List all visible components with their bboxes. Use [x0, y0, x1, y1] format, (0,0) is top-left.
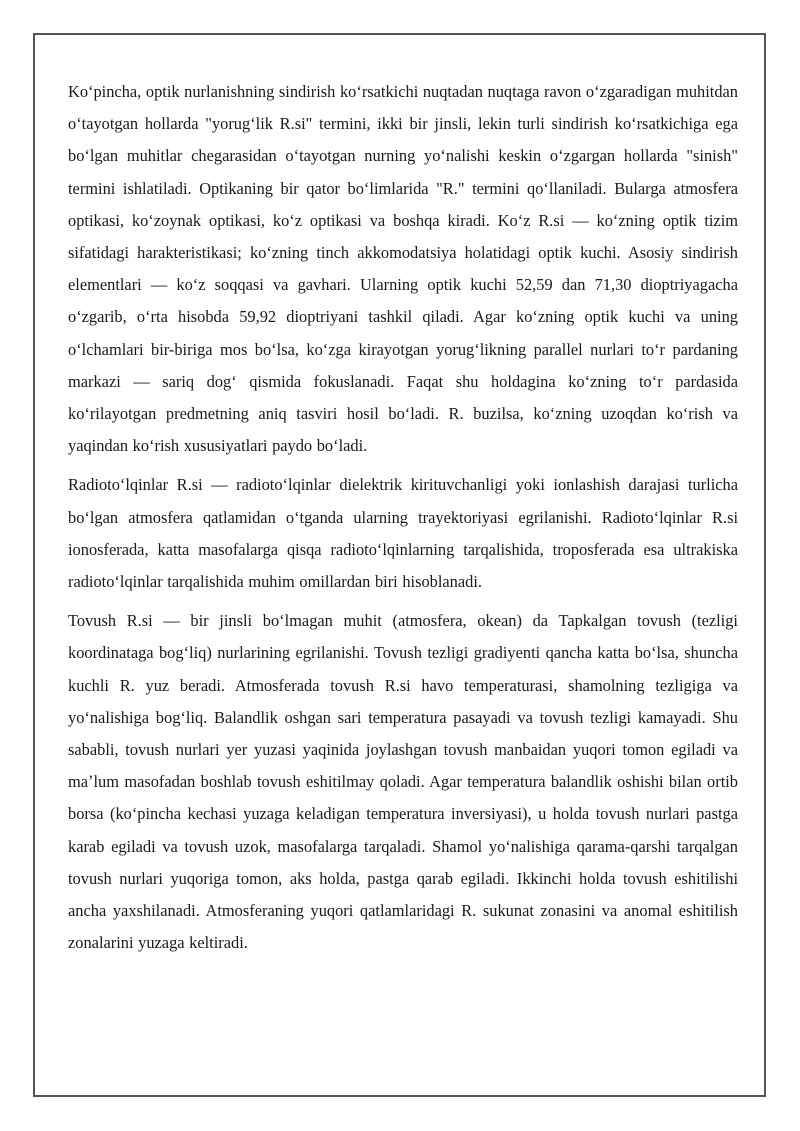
- document-body: [68, 76, 738, 966]
- page-frame: [33, 33, 766, 1097]
- paragraph-radio-waves: Radiotoʻlqinlar R.si — radiotoʻlqinlar dielektrik kirituvchanligi yoki ionlashish darajasi turlicha boʻlgan atmosfera qatlamidan oʻtganda ularning trayektoriyasi egrilanishi. Radiotoʻlqinlar R.si ionosferada, katta masofalarga qisqa radiotoʻlqinlarning tarqalishida, troposferada esa ultrakiska radiotoʻlqinlar tarqalishida muhim omillardan biri hisoblanadi.: [68, 475, 738, 592]
- paragraph-sound-refraction: Tovush R.si — bir jinsli boʻlmagan muhit (atmosfera, okean) da Tapkalgan tovush (tezligi koordinataga bogʻliq) nurlarining egrilanishi. Tovush tezligi gradiyenti qancha katta boʻlsa, shuncha kuchli R. yuz beradi. Atmosferada tovush R.si havo temperaturasi, shamolning tezligiga va yoʻnalishiga bogʻliq. Balandlik oshgan sari temperatura pasayadi va tovush tezligi kamayadi. Shu sababli, tovush nurlari yer yuzasi yaqinida joylashgan tovush manbaidan yuqori tomon egiladi va maʼlum masofadan boshlab tovush eshitilmay qoladi. Agar temperatura balandlik oshishi bilan ortib borsa (koʻpincha kechasi yuzaga keladigan temperatura inversiyasi), u holda tovush nurlari pastga karab egiladi va tovush uzok, masofalarga tarqaladi. Shamol yoʻnalishiga qarama-qarshi tarqalgan tovush nurlari yuqoriga tomon, aks holda, pastga qarab egiladi. Ikkinchi holda tovush eshitilishi ancha yaxshilanadi. Atmosferaning yuqori qatlamlaridagi R. sukunat zonasini va anomal eshitilish zonalarini yuzaga keltiradi.: [68, 611, 738, 953]
- paragraph-optics: Koʻpincha, optik nurlanishning sindirish koʻrsatkichi nuqtadan nuqtaga ravon oʻzgaradigan muhitdan oʻtayotgan hollarda "yorugʻlik R.si" termini, ikki bir jinsli, lekin turli sindirish koʻrsatkichiga ega boʻlgan muhitlar chegarasidan oʻtayotgan nurning yoʻnalishi keskin oʻzgargan hollarda "sinish" termini ishlatiladi. Optikaning bir qator boʻlimlarida "R." termini qoʻllaniladi. Bularga atmosfera optikasi, koʻzoynak optikasi, koʻz optikasi va boshqa kiradi. Koʻz R.si — koʻzning optik tizim sifatidagi harakteristikasi; koʻzning tinch akkomodatsiya holatidagi optik kuchi. Asosiy sindirish elementlari — koʻz soqqasi va gavhari. Ularning optik kuchi 52,59 dan 71,30 dioptriyagacha oʻzgarib, oʻrta hisobda 59,92 dioptriyani tashkil qiladi. Agar koʻzning optik kuchi va uning oʻlchamlari bir-biriga mos boʻlsa, koʻzga kirayotgan yorugʻlikning parallel nurlari toʻr pardaning markazi — sariq dogʻ qismida fokuslanadi. Faqat shu holdagina koʻzning toʻr pardasida koʻrilayotgan predmetning aniq tasviri hosil boʻladi. R. buzilsa, koʻzning uzoqdan koʻrish va yaqindan koʻrish xususiyatlari paydo boʻladi.: [68, 82, 738, 456]
